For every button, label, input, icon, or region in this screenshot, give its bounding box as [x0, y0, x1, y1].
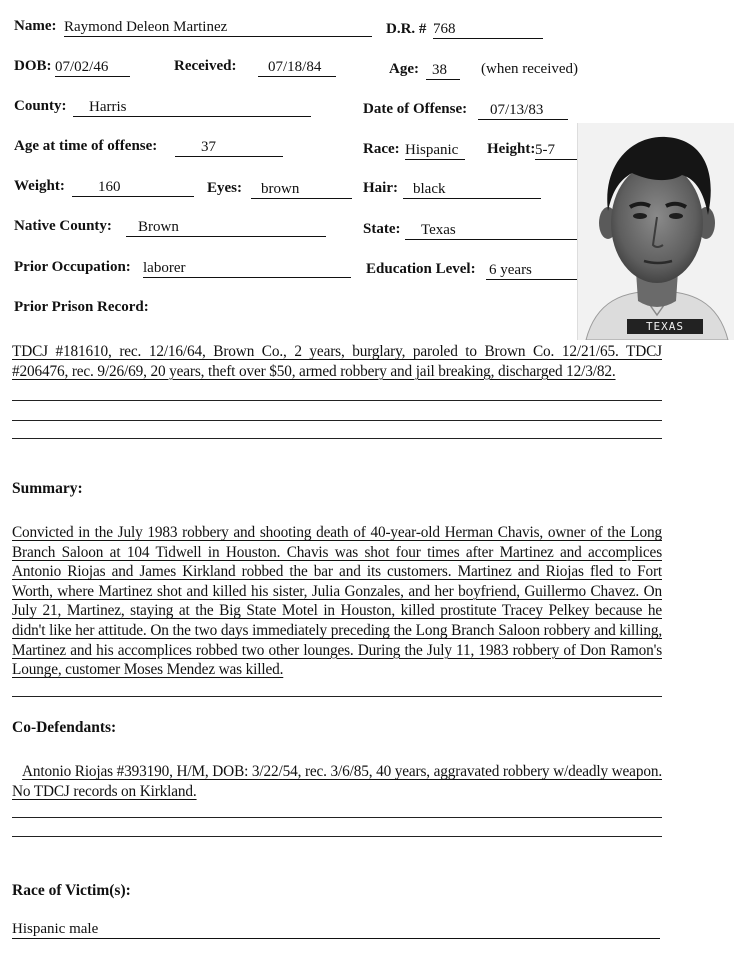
- blank-line: [12, 438, 662, 439]
- county-label: County:: [14, 98, 67, 114]
- eyes-value: brown: [261, 181, 300, 197]
- photo-placard: TEXAS: [627, 319, 703, 334]
- prior-occupation-label: Prior Occupation:: [14, 259, 131, 275]
- eyes-field: [251, 180, 352, 199]
- native-county-value: Brown: [138, 219, 179, 235]
- native-county-label: Native County:: [14, 218, 112, 234]
- age-at-offense-value: 37: [201, 139, 216, 155]
- state-label: State:: [363, 221, 401, 237]
- county-field: [73, 98, 311, 117]
- co-defendants-heading: Co-Defendants:: [12, 719, 117, 736]
- state-field: [405, 221, 577, 240]
- dr-label: D.R. #: [386, 21, 427, 37]
- race-of-victims-heading: Race of Victim(s):: [12, 882, 131, 899]
- prior-prison-record-label: Prior Prison Record:: [14, 299, 149, 315]
- race-of-victims-value: Hispanic male: [12, 921, 99, 937]
- received-label: Received:: [174, 58, 237, 74]
- blank-line: [12, 817, 662, 818]
- name-label: Name:: [14, 18, 57, 34]
- age-field: [426, 61, 460, 80]
- eyes-label: Eyes:: [207, 180, 242, 196]
- name-field: [64, 18, 372, 37]
- weight-field: [72, 178, 194, 197]
- state-value: Texas: [421, 222, 456, 238]
- date-of-offense-field: [478, 101, 568, 120]
- summary-heading: Summary:: [12, 480, 83, 497]
- age-at-offense-label: Age at time of offense:: [14, 138, 158, 154]
- education-level-value: 6 years: [489, 262, 532, 278]
- age-at-offense-field: [175, 138, 283, 157]
- date-of-offense-value: 07/13/83: [490, 102, 544, 118]
- mugshot-photo: [577, 123, 734, 340]
- dr-value: 768: [433, 21, 456, 37]
- when-received-note: (when received): [481, 61, 579, 77]
- age-value: 38: [432, 62, 447, 78]
- race-of-victims-field: [12, 920, 660, 939]
- education-level-field: [486, 261, 577, 280]
- blank-line: [12, 696, 662, 697]
- hair-value: black: [413, 181, 446, 197]
- height-field: [535, 141, 577, 160]
- prior-prison-record-text: TDCJ #181610, rec. 12/16/64, Brown Co., 2 years, burglary, paroled to Brown Co. 12/21/65. TDCJ #206476, rec. 9/26/69, 20 years, theft over $50, armed robbery and jail breaking, discharged 12/3/82.: [12, 343, 662, 380]
- dob-value: 07/02/46: [55, 59, 109, 75]
- hair-label: Hair:: [363, 180, 398, 196]
- blank-line: [12, 420, 662, 421]
- blank-line: [12, 400, 662, 401]
- name-value: Raymond Deleon Martinez: [64, 19, 228, 35]
- prior-occupation-field: [143, 259, 351, 278]
- native-county-field: [126, 218, 326, 237]
- weight-label: Weight:: [14, 178, 65, 194]
- dob-label: DOB:: [14, 58, 52, 74]
- dob-field: [55, 58, 130, 77]
- hair-field: [403, 180, 541, 199]
- prior-occupation-value: laborer: [143, 260, 186, 276]
- co-defendants-text: Antonio Riojas #393190, H/M, DOB: 3/22/54, rec. 3/6/85, 40 years, aggravated robbery w/deadly weapon. No TDCJ records on Kirkland.: [12, 763, 662, 800]
- education-level-label: Education Level:: [366, 261, 476, 277]
- received-value: 07/18/84: [268, 59, 322, 75]
- race-field: [405, 141, 465, 160]
- received-field: [258, 58, 336, 77]
- race-label: Race:: [363, 141, 400, 157]
- county-value: Harris: [89, 99, 127, 115]
- mugshot-image: [578, 123, 734, 340]
- weight-value: 160: [98, 179, 121, 195]
- race-value: Hispanic: [405, 142, 459, 158]
- dr-field: [433, 20, 543, 39]
- summary-text: Convicted in the July 1983 robbery and shooting death of 40-year-old Herman Chavis, owner of the Long Branch Saloon at 104 Tidwell in Houston. Chavis was shot four times after Martinez and accomplices Antonio Riojas and James Kirkland robbed the bar and its customers. Martinez and Riojas fled to Fort Worth, where Martinez shot and killed his sister, Julia Gonzales, and her boyfriend, Guillermo Chavez. On July 21, Martinez, staying at the Big State Motel in Houston, killed prostitute Tracey Pelkey because he didn't like her attitude. On the two days immediately preceding the Long Branch Saloon robbery and killing, Martinez and his accomplices robbed two other lounges. During the July 11, 1983 robbery of Don Ramon's Lounge, customer Moses Mendez was killed.: [12, 524, 662, 679]
- blank-line: [12, 836, 662, 837]
- height-label: Height:: [487, 141, 536, 157]
- height-value: 5-7: [535, 142, 555, 158]
- age-label: Age:: [389, 61, 419, 77]
- date-of-offense-label: Date of Offense:: [363, 101, 468, 117]
